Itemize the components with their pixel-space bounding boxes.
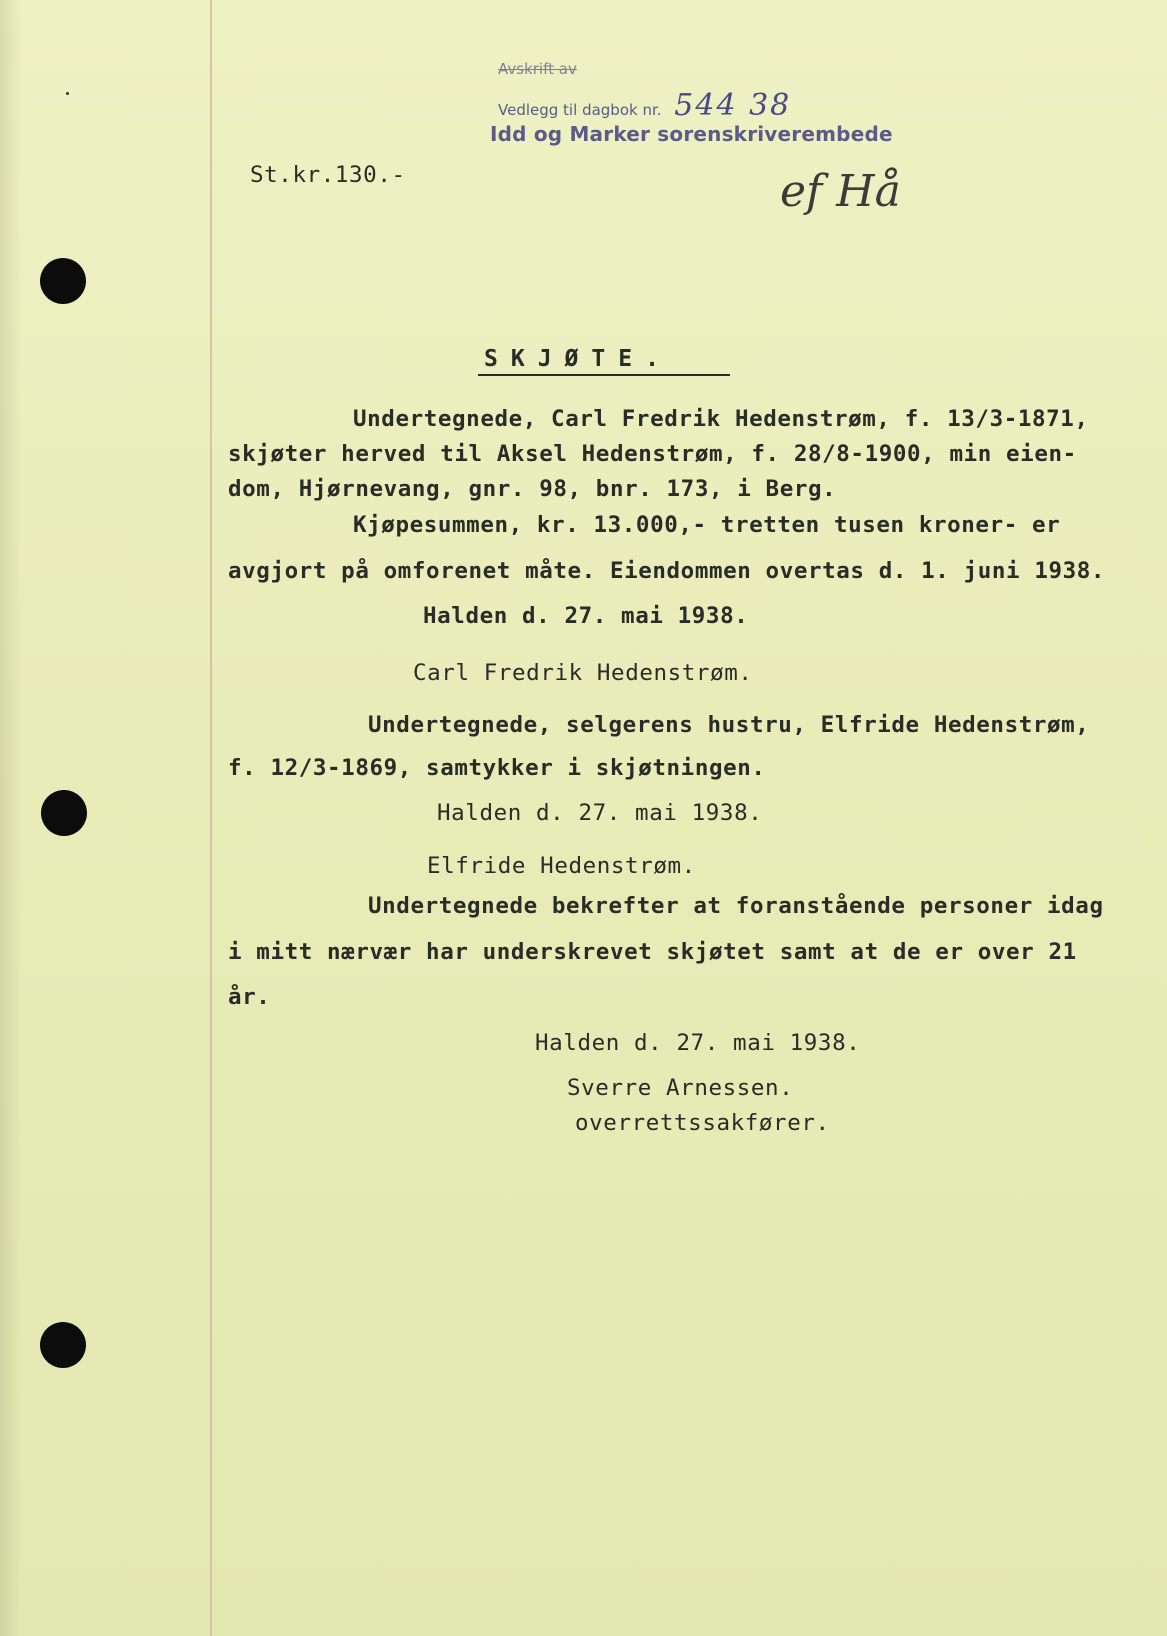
stamp-prefix: Vedlegg til bbox=[498, 101, 578, 119]
document-title: SKJØTE. bbox=[484, 346, 672, 372]
title-underline bbox=[478, 374, 730, 376]
date-line: Halden d. 27. mai 1938. bbox=[535, 1030, 861, 1056]
body-line: dom, Hjørnevang, gnr. 98, bnr. 173, i Berg. bbox=[228, 476, 837, 502]
signature-name: Carl Fredrik Hedenstrøm. bbox=[413, 660, 753, 686]
signature-name: Sverre Arnessen. bbox=[567, 1075, 794, 1101]
margin-line bbox=[210, 0, 212, 1636]
body-line: Undertegnede, selgerens hustru, Elfride Hedenstrøm, bbox=[368, 712, 1090, 738]
punch-hole-top bbox=[40, 258, 86, 304]
body-line: f. 12/3-1869, samtykker i skjøtningen. bbox=[228, 755, 766, 781]
body-line: Undertegnede bekrefter at foranstående personer idag bbox=[368, 893, 1104, 919]
stamp-struck-text: Avskrift av bbox=[498, 60, 577, 78]
punch-hole-middle bbox=[41, 790, 87, 836]
signature-name: Elfride Hedenstrøm. bbox=[427, 853, 696, 879]
fee-note: St.kr.130.- bbox=[250, 162, 406, 188]
date-line: Halden d. 27. mai 1938. bbox=[437, 800, 763, 826]
body-line: avgjort på omforenet måte. Eiendommen overtas d. 1. juni 1938. bbox=[228, 558, 1106, 584]
date-line: Halden d. 27. mai 1938. bbox=[423, 603, 749, 629]
stamp-line-2 bbox=[498, 88, 791, 123]
signature-title: overrettssakfører. bbox=[575, 1110, 830, 1136]
body-line: Undertegnede, Carl Fredrik Hedenstrøm, f. 13/3-1871, bbox=[353, 406, 1089, 432]
body-line: Kjøpesummen, kr. 13.000,- tretten tusen kroner- er bbox=[353, 512, 1061, 538]
stamp-office-name: Idd og Marker sorenskriverembede bbox=[490, 122, 893, 146]
body-line: i mitt nærvær har underskrevet skjøtet samt at de er over 21 bbox=[228, 939, 1077, 965]
body-line: skjøter herved til Aksel Hedenstrøm, f. 28/8-1900, min eien- bbox=[228, 441, 1077, 467]
stamp-mid: dagbok nr. bbox=[582, 101, 662, 119]
stamp-line-1 bbox=[498, 60, 577, 78]
body-line: år. bbox=[228, 984, 271, 1010]
handwritten-initials: ef Hå bbox=[780, 166, 901, 217]
stamp-handwritten-number: 544 38 bbox=[674, 88, 792, 123]
page-edge-shadow bbox=[0, 0, 22, 1636]
punch-hole-bottom bbox=[40, 1322, 86, 1368]
ink-speck bbox=[66, 92, 69, 95]
